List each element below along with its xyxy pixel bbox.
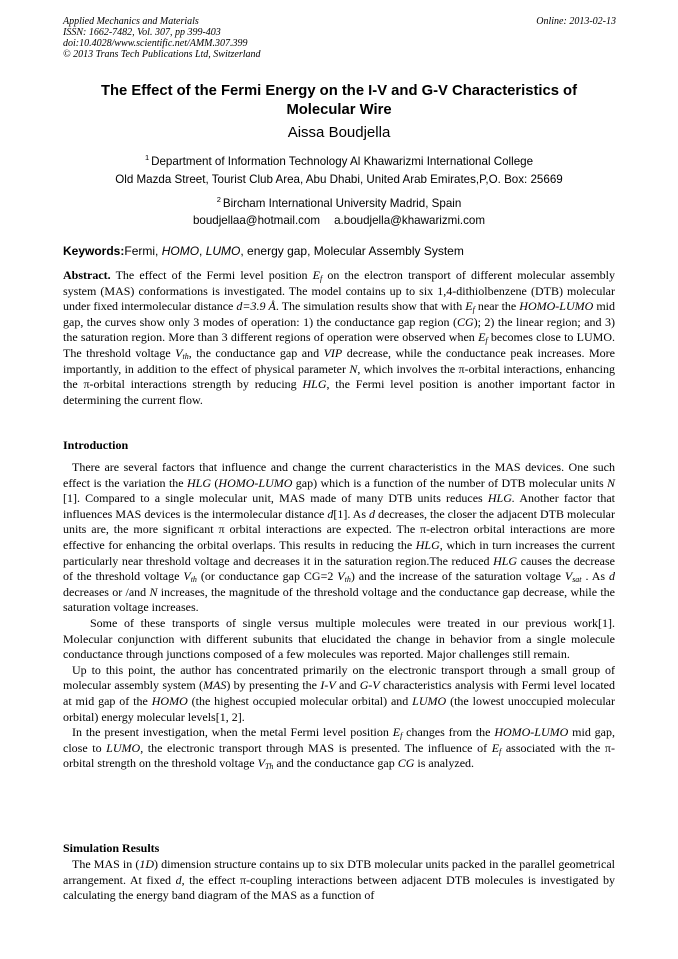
section-heading-introduction: Introduction (63, 438, 129, 452)
text-run: on the electron transport of different molecular assembly system (MAS) conformations is investigated. The model contains up to six 1,4-dithiolbenzene (DTB) molecular under fixed intermolecular distance (63, 268, 616, 314)
text-run: MAS (203, 678, 227, 693)
text-run: E (392, 725, 401, 740)
text-run: associated with the π-orbital strength on the threshold voltage (63, 740, 615, 771)
text-run: Fermi, (124, 244, 162, 258)
text-run: I-V (320, 678, 336, 693)
text-run: decrease, while the conductance peak increases. More importantly, in addition to the effect of physical parameter (63, 345, 616, 376)
paragraph (63, 460, 615, 616)
email-link[interactable]: a.boudjella@khawarizmi.com (334, 214, 486, 227)
text-run: [1]. As (333, 506, 370, 521)
text-run: V (257, 756, 265, 771)
subscript (572, 575, 581, 584)
affiliation-1: $^1$ Department of Information Technology Al Khawarizmi International College (144, 153, 534, 168)
text-run: . As (581, 569, 609, 584)
issn: ISSN: 1662-7482, Vol. 307, pp 399-403 (63, 27, 221, 38)
text-run: d (175, 872, 182, 887)
text-run: f (400, 731, 403, 741)
title-line-1: The Effect of the Fermi Energy on the I-V and G-V Characteristics of (100, 83, 578, 99)
text-run: , the Fermi level position is another important factor in determining the current flow. (63, 377, 615, 407)
online-date: Online: 2013-02-13 (536, 16, 616, 27)
text-run: There are several factors that influence and change the current characteristics in the MAS devices. One such effect is the variation the (63, 460, 615, 490)
text-run: N (149, 584, 158, 599)
text-run: decreases or /and (63, 584, 150, 599)
affiliation-2: $^2$ Bircham International University Madrid, Spain (216, 195, 462, 210)
text-run: LUMO (412, 693, 447, 708)
text-run: becomes close to LUMO. The threshold voltage (63, 330, 615, 360)
paragraph (63, 725, 615, 772)
text-run: HOMO-LUMO (494, 725, 569, 740)
title-line-2: Molecular Wire (286, 102, 392, 118)
text-run: and (335, 678, 360, 693)
text-run: CG (456, 314, 474, 329)
text-run: V (337, 569, 345, 584)
text-run: HLG (493, 553, 518, 568)
text-run: E (478, 330, 486, 345)
text-run: and the conductance gap (273, 756, 398, 771)
text-run: HLG. (487, 491, 515, 506)
section-heading-simulation-results: Simulation Results (63, 841, 160, 855)
author-emails (63, 214, 615, 227)
text-run: ) by presenting the (226, 678, 321, 693)
keywords-label: Keywords: (63, 244, 125, 258)
text-run: LUMO (205, 244, 241, 258)
introduction-body (63, 460, 615, 772)
text-run: increases, the magnitude of the threshold voltage and the conductance gap decrease, while the saturation voltage increases. (63, 584, 616, 615)
text-run: ) dimension structure contains up to six DTB molecular units packed in the parallel geometrical arrangement. At fixed (63, 857, 615, 887)
text-run: Up to this point, the author has concentrated primarily on the electronic transport through a small group of molecular assembly system ( (63, 662, 615, 693)
text-run: d=3.9 Å (236, 299, 276, 314)
text-run: HOMO-LUMO (218, 475, 293, 490)
text-run: th (344, 575, 351, 585)
text-run: ) and the increase of the saturation voltage (350, 569, 565, 584)
text-run: HLG (187, 475, 212, 490)
text-run: LUMO (106, 740, 141, 755)
keywords (63, 244, 464, 258)
doi: doi:10.4028/www.scientific.net/AMM.307.399 (63, 38, 248, 49)
text-run: , the electronic transport through MAS is presented. The influence of (140, 740, 492, 755)
text-run: , (199, 244, 206, 258)
text-run: , energy gap, Molecular Assembly System (240, 244, 464, 258)
journal-metadata (63, 16, 261, 60)
abstract (63, 268, 615, 408)
affiliation-1-address: Old Mazda Street, Tourist Club Area, Abu Dhabi, United Arab Emirates,P,O. Box: 25669 (115, 173, 563, 186)
text-run: The effect of the Fermi level position (110, 268, 313, 282)
copyright: © 2013 Trans Tech Publications Ltd, Switzerland (63, 49, 261, 60)
text-run: th (182, 351, 189, 361)
text-run: sat (572, 575, 582, 585)
text-run: HOMO-LUMO (519, 299, 594, 314)
text-run: . The simulation results show that with (275, 299, 466, 314)
text-run: E (465, 299, 473, 314)
paper-title (63, 82, 615, 120)
text-run: (the lowest unoccupied molecular orbital) energy molecular levels[1, 2]. (63, 693, 615, 724)
text-run: f (472, 305, 475, 315)
text-run: V (175, 345, 183, 360)
text-run: f (499, 746, 502, 756)
text-run: f (319, 274, 323, 283)
text-run: , the conductance gap and (188, 345, 324, 360)
text-run: near the (474, 299, 520, 314)
affiliation-number: 1 (144, 153, 150, 162)
text-run: HOMO (151, 693, 188, 708)
text-run: d (369, 506, 376, 521)
abstract-label: Abstract. (63, 268, 111, 282)
text-run: th (190, 575, 197, 585)
text-run: [1]. Compared to a single molecular unit, MAS made of many DTB units reduces (63, 491, 488, 506)
text-run: HLG (415, 537, 440, 552)
text-run: characteristics analysis with Fermi level located at mid gap of the (63, 678, 615, 708)
text-run: d (608, 569, 615, 584)
text-run: , which involves the π-orbital interactions, enhancing the π-orbital interactions strength by reducing (63, 361, 615, 392)
text-run: VIP (323, 345, 343, 360)
journal-name: Applied Mechanics and Materials (63, 16, 199, 27)
text-run: mid gap, close to (63, 725, 615, 755)
text-run: d (327, 506, 334, 521)
text-run: N (607, 475, 616, 490)
text-run: HOMO (161, 244, 200, 258)
text-run: Th (264, 762, 274, 772)
simulation-results-body (63, 857, 615, 904)
text-run: In the present investigation, when the metal Fermi level position (72, 725, 393, 740)
text-run: G-V (359, 678, 380, 693)
text-run: (the highest occupied molecular orbital) and (187, 693, 413, 708)
text-run: V (564, 569, 573, 584)
text-run: f (485, 336, 488, 346)
text-run: 1D (139, 857, 155, 871)
text-run: changes from the (402, 725, 495, 740)
text-run: mid gap, the curves show only 3 modes of operation: 1) the conductance gap region ( (63, 299, 615, 329)
text-run: , the effect π-coupling interactions between adjacent DTB molecules is investigated by calculating the energy band diagram of the MAS as a function of (63, 872, 615, 903)
author-name: Aissa Boudjella (287, 124, 391, 141)
text-run: N (349, 361, 358, 376)
text-run: CG (397, 756, 415, 771)
text-run: , which in turn increases the current particularly near threshold voltage and decreases it in the saturation region.The reduced (63, 537, 615, 568)
paragraph (63, 663, 615, 725)
text-run: ); 2) the linear region; and 3) the saturation region. More than 3 different regions of operation were observed when (63, 314, 615, 345)
text-run: E (491, 740, 500, 755)
text-run: E (312, 268, 320, 282)
text-run: The MAS in ( (72, 857, 140, 871)
text-run: causes the decrease of the threshold voltage (63, 553, 615, 584)
text-run: ( (211, 475, 219, 490)
text-run: decreases, the closer the adjacent DTB molecular units are, the more significant π orbital interactions are expected. The π-electron orbital interactions are more effective for enhancing the orbital overlaps. This results in reducing the (63, 506, 615, 552)
affiliation-number: 2 (216, 195, 221, 204)
text-run: HLG (302, 377, 327, 392)
text-run: Another factor that influences MAS devices is the intermolecular distance (63, 491, 615, 521)
paragraph: Some of these transports of single versus multiple molecules were treated in our previous work[1]. Molecular conjunction with different subunits that elucidated the change in behavior from a single molecule conductance through junctions composed of a few molecules was reported. Major challenges still remain. (63, 615, 615, 662)
text-run: is analyzed. (414, 756, 475, 771)
paragraph (63, 857, 615, 904)
email-link[interactable]: boudjellaa@hotmail.com (192, 214, 321, 227)
text-run: (or conductance gap CG=2 (196, 569, 338, 584)
text-run: gap) which is a function of the number of DTB molecular units (292, 475, 608, 490)
text-run: V (183, 569, 191, 584)
